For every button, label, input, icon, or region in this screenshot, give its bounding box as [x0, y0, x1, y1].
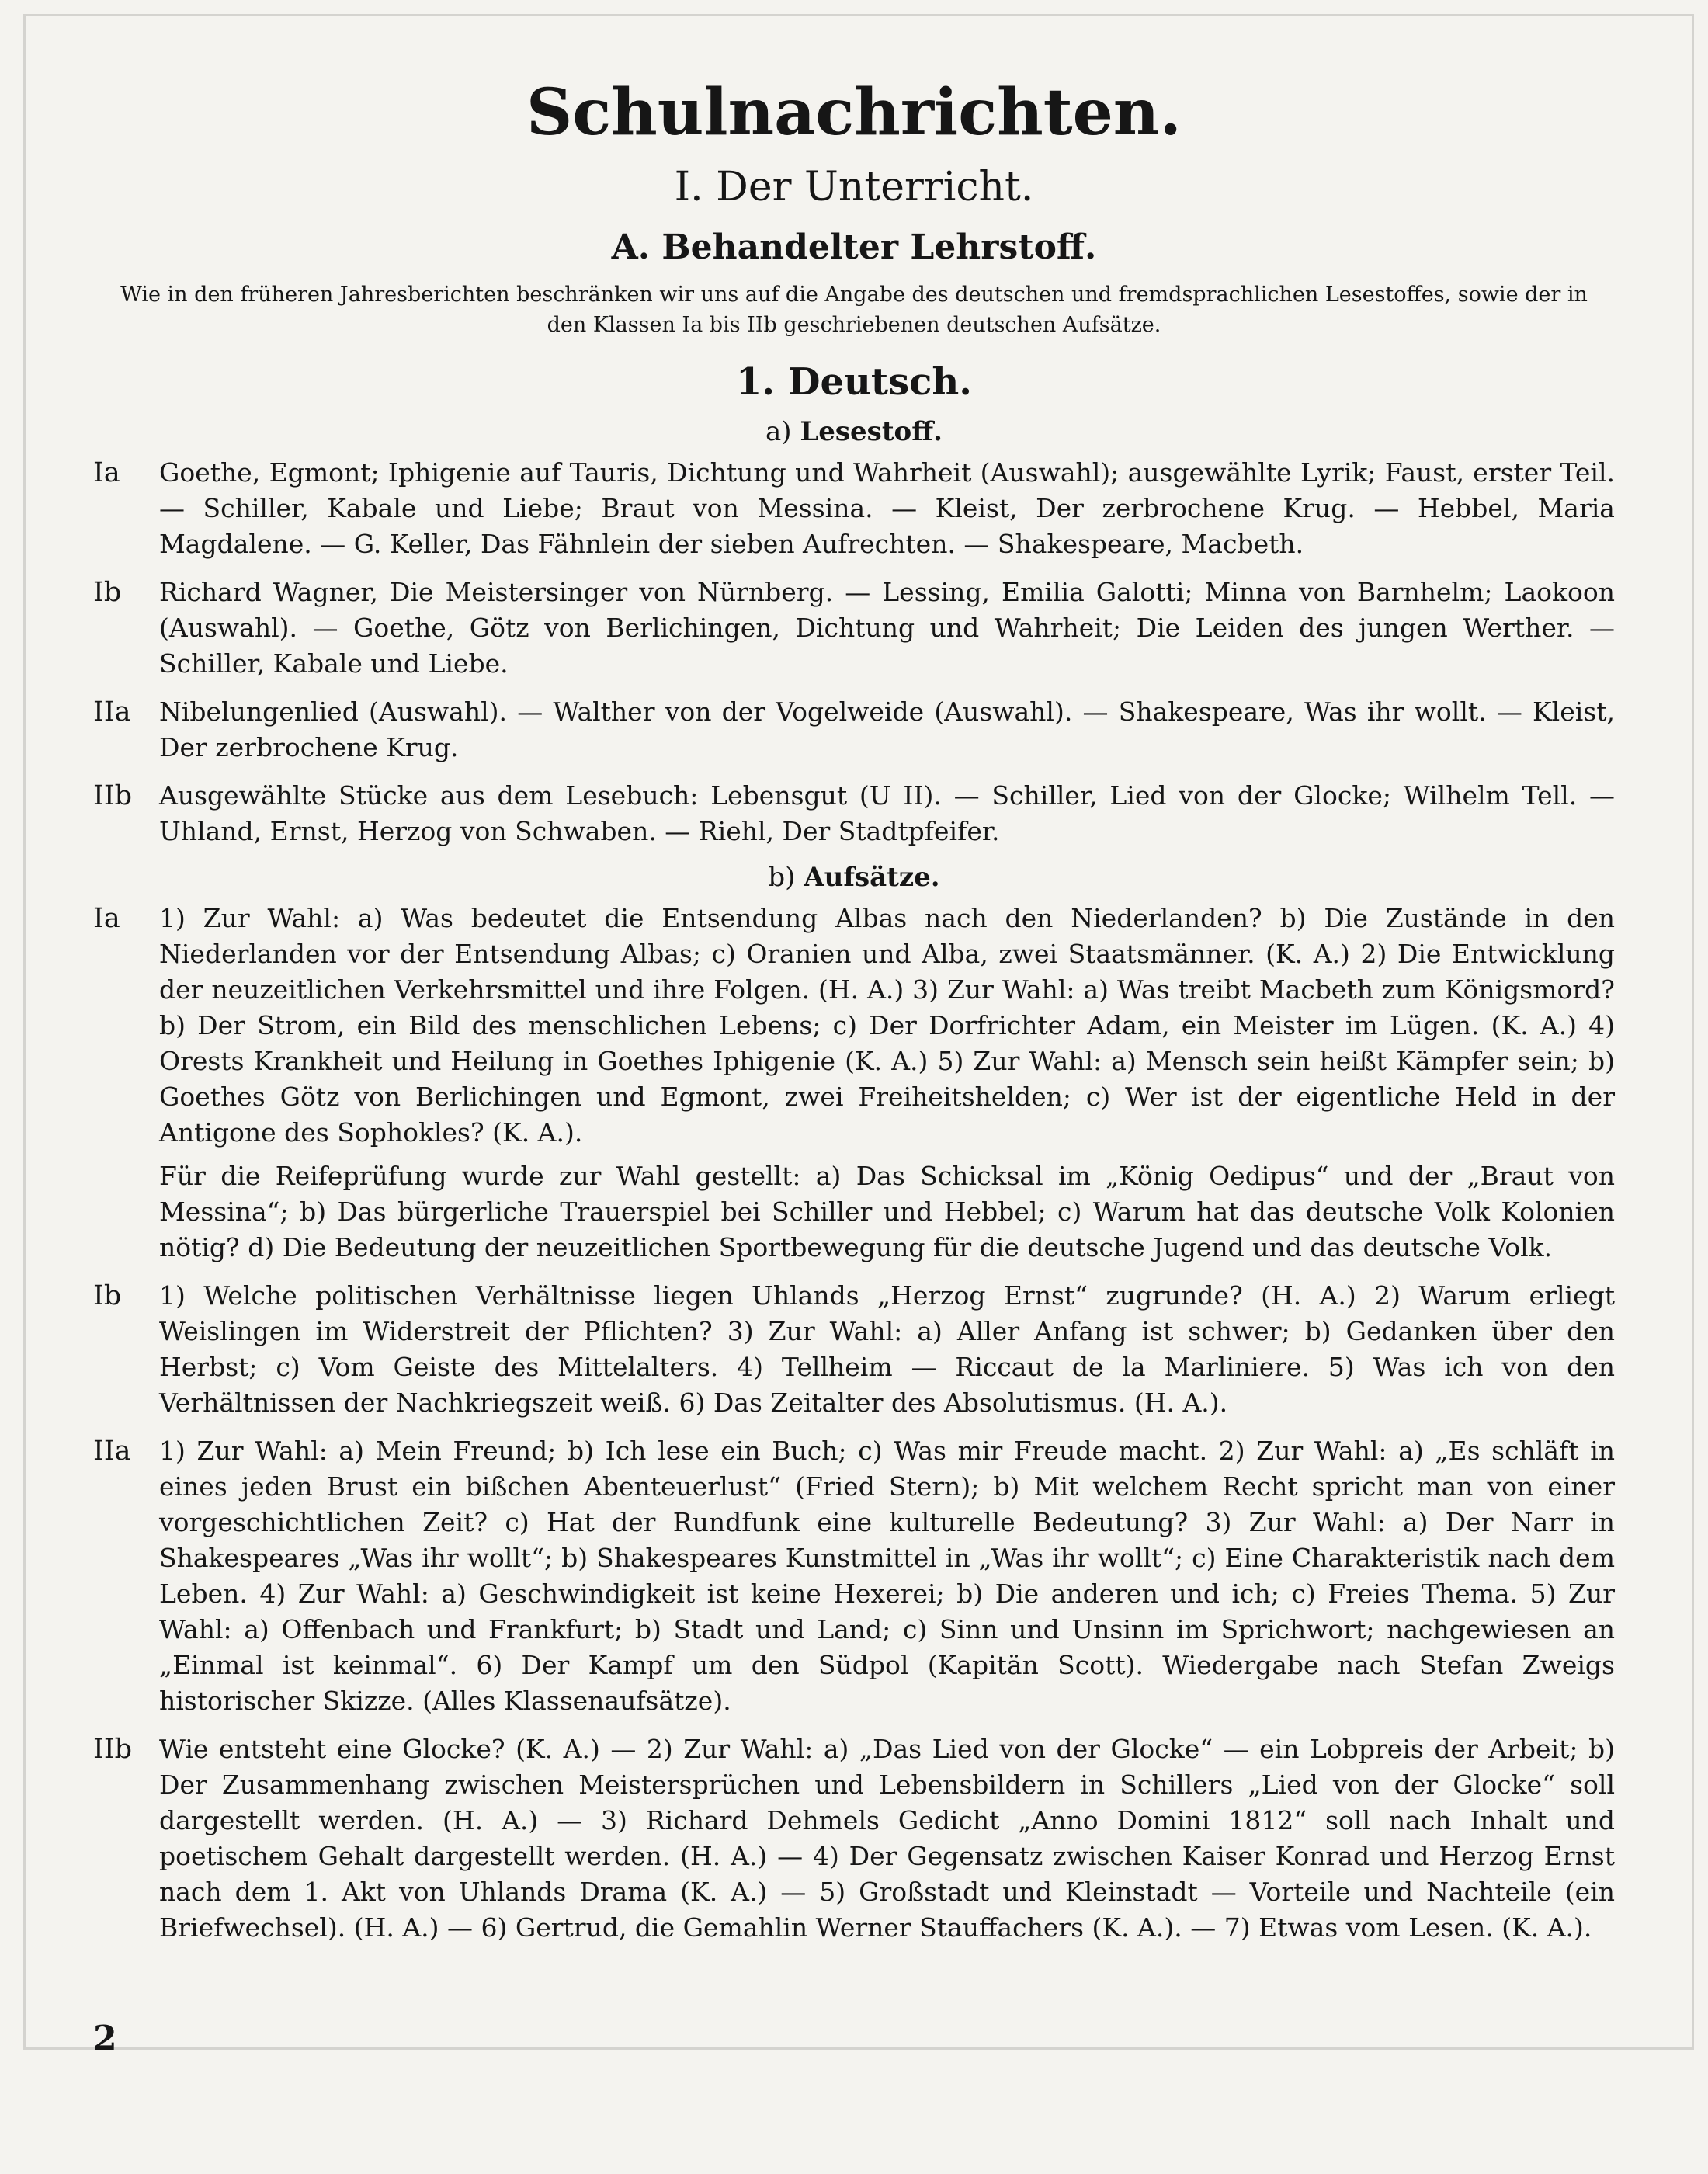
aufsaetze-label: Aufsätze.	[804, 861, 940, 893]
class-label: Ia	[93, 902, 120, 934]
aufsaetze-entry	[93, 1731, 1615, 1946]
lesestoff-entry	[93, 455, 1615, 562]
class-label: IIa	[93, 1435, 131, 1467]
class-label: IIb	[93, 780, 133, 811]
entry-text: Nibelungenlied (Auswahl). — Walther von der Vogelweide (Auswahl). — Shakespeare, Was ihr wollt. — Kleist, Der zerbrochene Krug.	[159, 696, 1615, 762]
entry-text: 1) Zur Wahl: a) Was bedeutet die Entsendung Albas nach den Niederlanden? b) Die Zustände in den Niederlanden vor der Entsendung Albas; c) Oranien und Alba, zwei Staatsmänner. (K. A.) 2) Die Entwicklung der neuzeitlichen Verkehrsmittel und ihre Folgen. (H. A.) 3) Zur Wahl: a) Was treibt Macbeth zum Königsmord? b) Der Strom, ein Bild des menschlichen Lebens; c) Der Dorfrichter Adam, ein Meister im Lügen. (K. A.) 4) Orests Krankheit und Heilung in Goethes Iphigenie (K. A.) 5) Zur Wahl: a) Mensch sein heißt Kämpfer sein; b) Goethes Götz von Berlichingen und Egmont, zwei Freiheitshelden; c) Wer ist der eigentliche Held in der Antigone des Sophokles? (K. A.).	[159, 902, 1615, 1148]
entry-text: 1) Welche politischen Verhältnisse liegen Uhlands „Herzog Ernst“ zugrunde? (H. A.) 2) Warum erliegt Weislingen im Widerstreit der Pflichten? 3) Zur Wahl: a) Aller Anfang ist schwer; b) Gedanken über den Herbst; c) Vom Geiste des Mittelalters. 4) Tellheim — Riccaut de la Marliniere. 5) Was ich von den Verhältnissen der Nachkriegszeit weiß. 6) Das Zeitalter des Absolutismus. (H. A.).	[159, 1280, 1615, 1418]
entry-text: Wie entsteht eine Glocke? (K. A.) — 2) Zur Wahl: a) „Das Lied von der Glocke“ — ein Lobpreis der Arbeit; b) Der Zusammenhang zwischen Meistersprüchen und Lebensbildern in Schillers „Lied von der Glocke“ soll dargestellt werden. (H. A.) — 3) Richard Dehmels Gedicht „Anno Domini 1812“ soll nach Inhalt und poetischem Gehalt dargestellt werden. (H. A.) — 4) Der Gegensatz zwischen Kaiser Konrad und Herzog Ernst nach dem 1. Akt von Uhlands Drama (K. A.) — 5) Großstadt und Kleinstadt — Vorteile und Nachteile (ein Briefwechsel). (H. A.) — 6) Gertrud, die Gemahlin Werner Stauffachers (K. A.). — 7) Etwas vom Lesen. (K. A.).	[159, 1733, 1615, 1943]
entry-text: Richard Wagner, Die Meistersinger von Nürnberg. — Lessing, Emilia Galotti; Minna von Barnhelm; Laokoon (Auswahl). — Goethe, Götz von Berlichingen, Dichtung und Wahrheit; Die Leiden des jungen Werther. — Schiller, Kabale und Liebe.	[159, 576, 1615, 679]
subject-heading: 1. Deutsch.	[736, 359, 972, 404]
class-label: Ib	[93, 1280, 122, 1311]
lesestoff-heading	[93, 416, 1615, 447]
lesestoff-label: Lesestoff.	[800, 415, 943, 447]
aufsaetze-entry	[93, 1433, 1615, 1719]
aufsaetze-entry	[93, 1278, 1615, 1421]
class-label: IIb	[93, 1733, 133, 1765]
entry-text: 1) Zur Wahl: a) Mein Freund; b) Ich lese ein Buch; c) Was mir Freude macht. 2) Zur Wahl: a) „Es schläft in eines jeden Brust ein bißchen Abenteuerlust“ (Fried Stern); b) Mit welchem Recht spricht man von einer vorgeschichtlichen Zeit? c) Hat der Rundfunk eine kulturelle Bedeutung? 3) Zur Wahl: a) Der Narr in Shakespeares „Was ihr wollt“; b) Shakespeares Kunstmittel in „Was ihr wollt“; c) Eine Charakteristik nach dem Leben. 4) Zur Wahl: a) Geschwindigkeit ist keine Hexerei; b) Die anderen und ich; c) Freies Thema. 5) Zur Wahl: a) Offenbach und Frankfurt; b) Stadt und Land; c) Sinn und Unsinn im Sprichwort; nachgewiesen an „Einmal ist keinmal“. 6) Der Kampf um den Südpol (Kapitän Scott). Wiedergabe nach Stefan Zweigs historischer Skizze. (Alles Klassenaufsätze).	[159, 1435, 1615, 1716]
aufsaetze-prefix: b)	[768, 861, 796, 893]
lesestoff-entry	[93, 694, 1615, 766]
class-label: IIa	[93, 696, 131, 728]
class-label: Ib	[93, 576, 122, 608]
page-title: Schulnachrichten.	[526, 75, 1182, 150]
entry-text: Ausgewählte Stücke aus dem Lesebuch: Lebensgut (U II). — Schiller, Lied von der Glocke; Wilhelm Tell. — Uhland, Ernst, Herzog von Schwaben. — Riehl, Der Stadtpfeifer.	[159, 780, 1615, 846]
lesestoff-entry	[93, 575, 1615, 682]
aufsaetze-entry	[93, 901, 1615, 1151]
reifepruefung-paragraph: Für die Reifeprüfung wurde zur Wahl gestellt: a) Das Schicksal im „König Oedipus“ und der „Braut von Messina“; b) Das bürgerliche Trauerspiel bei Schiller und Hebbel; c) Warum hat das deutsche Volk Kolonien nötig? d) Die Bedeutung der neuzeitlichen Sportbewegung für die deutsche Jugend und das deutsche Volk.	[159, 1160, 1615, 1262]
lesestoff-prefix: a)	[765, 415, 792, 447]
entry-text: Goethe, Egmont; Iphigenie auf Tauris, Dichtung und Wahrheit (Auswahl); ausgewählte Lyrik; Faust, erster Teil. — Schiller, Kabale und Liebe; Braut von Messina. — Kleist, Der zerbrochene Krug. — Hebbel, Maria Magdalene. — G. Keller, Das Fähnlein der sieben Aufrechten. — Shakespeare, Macbeth.	[159, 457, 1615, 559]
page-number: 2	[93, 2019, 117, 2058]
aufsaetze-heading	[93, 862, 1615, 893]
class-label: Ia	[93, 457, 120, 488]
chapter-heading: I. Der Unterricht.	[674, 164, 1034, 211]
section-heading: A. Behandelter Lehrstoff.	[611, 227, 1097, 267]
lesestoff-entry	[93, 778, 1615, 849]
intro-paragraph: Wie in den früheren Jahresberichten beschränken wir uns auf die Angabe des deutschen und fremdsprachlichen Lesestoffes, sowie der in den Klassen Ia bis IIb geschriebenen deutschen Aufsätze.	[120, 282, 1588, 337]
